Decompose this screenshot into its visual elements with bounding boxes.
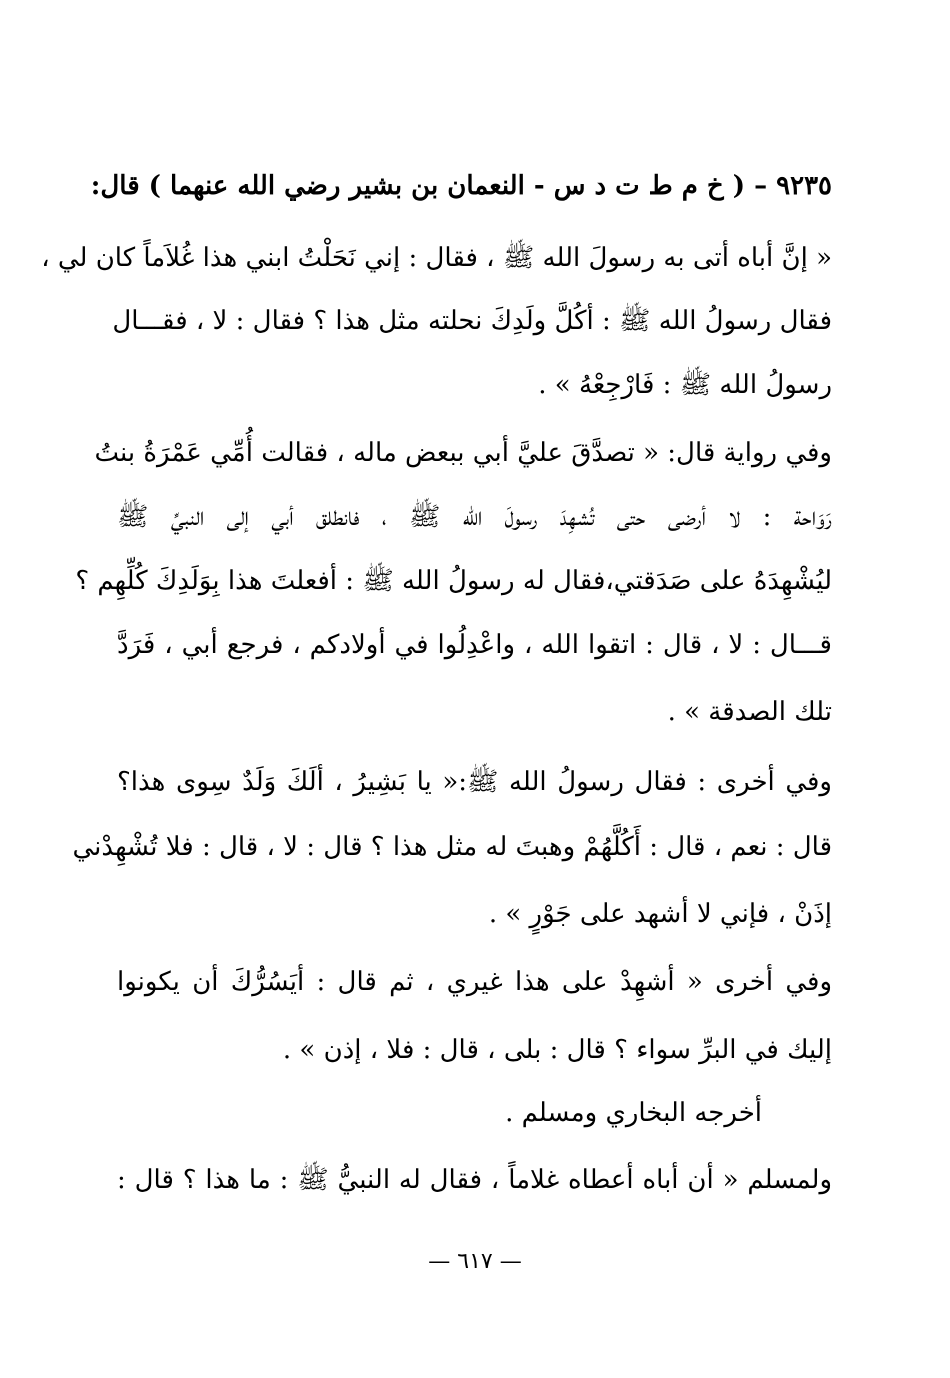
source-attribution: أخرجه البخاري ومسلم . xyxy=(505,1098,762,1128)
text-line-13: إليك في البرِّ سواء ؟ قال : بلى ، قال : فلا ، إذن » . xyxy=(282,1035,832,1065)
text-line-6: ليُشْهِدَهُ على صَدَقتي،فقال له رسولُ الله ﷺ : أفعلتَ هذا بِوَلَدِكَ كُلِّهِم ؟ xyxy=(75,566,832,596)
text-line-15: ولمسلم « أن أباه أعطاه غلاماً ، فقال له النبيُّ ﷺ : ما هذا ؟ قال : xyxy=(117,1165,832,1195)
text-line-1: « إنَّ أباه أتى به رسولَ الله ﷺ ، فقال : إني نَحَلْتُ ابني هذا غُلاَماً كان لي ، xyxy=(41,243,832,273)
text-line-10: قال : نعم ، قال : أَكُلَّهُمْ وهبتَ له مثل هذا ؟ قال : لا ، قال : فلا تُشْهِدْني xyxy=(72,832,832,862)
text-line-2: فقال رسولُ الله ﷺ : أكُلَّ ولَدِكَ نحلته مثل هذا ؟ فقال : لا ، فقـــال xyxy=(112,306,832,336)
text-line-4: وفي رواية قال: « تصدَّقَ عليَّ أبي ببعض ماله ، فقالت أُمِّي عَمْرَةُ بنتُ xyxy=(94,438,832,468)
text-line-12: وفي أخرى « أشهِدْ على هذا غيري ، ثم قال : أيَسُرُّكَ أن يكونوا xyxy=(117,967,832,997)
hadith-heading: ٩٢٣٥ – ( خ م ط ت د س - النعمان بن بشير رضي الله عنهما ) قال: xyxy=(90,171,832,201)
text-line-7: قـــال : لا ، قال : اتقوا الله ، واعْدِلُوا في أولادكم ، فرجع أبي ، فَرَدَّ xyxy=(117,630,832,660)
text-line-8: تلك الصدقة » . xyxy=(667,697,832,727)
text-line-9: وفي أخرى : فقال رسولُ الله ﷺ:« يا بَشِيرُ ، ألَكَ وَلَدٌ سِوى هذا؟ xyxy=(117,767,832,797)
text-line-11: إذَنْ ، فإني لا أشهد على جَوْرٍ » . xyxy=(488,899,832,929)
text-line-5: رَوَاحة : لا أرضى حتى تُشهِدَ رسولَ الله ﷺ ، فانطلق أبي إلى النبيِّ ﷺ xyxy=(117,502,832,532)
text-line-3: رسولُ الله ﷺ : فَارْجِعْهُ » . xyxy=(538,370,832,400)
page-number: — ٦١٧ — xyxy=(428,1249,522,1274)
